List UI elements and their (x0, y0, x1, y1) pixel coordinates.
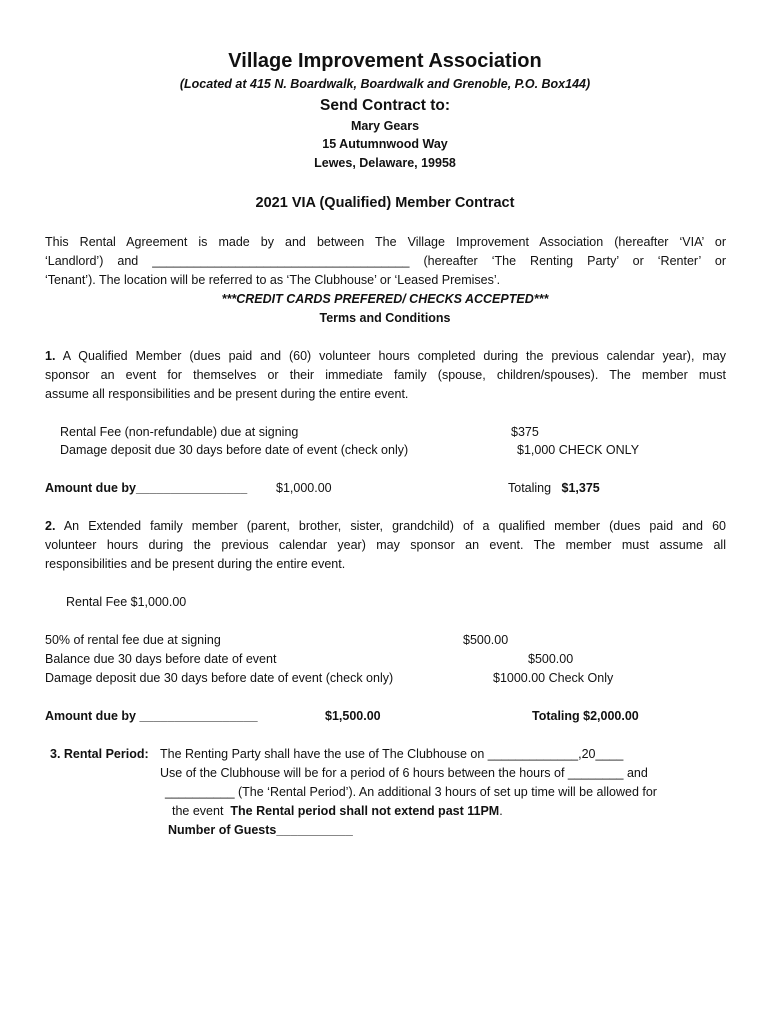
section1-total-value: $1,375 (561, 481, 600, 495)
page-title: Village Improvement Association (228, 50, 542, 72)
section1-line-2: sponsor an event for themselves or their immediate family (spouse, children/spouses). The member must (45, 368, 726, 382)
section2-line-3: responsibilities and be present during the entire event. (45, 557, 346, 571)
section3-line-3: __________ (The ‘Rental Period’). An additional 3 hours of set up time will be allowed for (165, 785, 657, 799)
credit-card-note: ***CREDIT CARDS PREFERED/ CHECKS ACCEPTED*** (221, 292, 549, 306)
section1-number: 1. (45, 349, 56, 363)
section1-fee-label: Rental Fee (non-refundable) due at signing (60, 425, 299, 439)
section2-deposit-label: Damage deposit due 30 days before date of event (check only) (45, 671, 394, 685)
contract-title: 2021 VIA (Qualified) Member Contract (255, 195, 515, 211)
section1-deposit-label: Damage deposit due 30 days before date of event (check only) (60, 443, 409, 457)
section1-amount-value: $1,000.00 (276, 481, 332, 495)
section2-line-2: volunteer hours during the previous calendar year) may sponsor an event. The member must assume all (45, 538, 726, 552)
section2-balance-value: $500.00 (528, 652, 574, 666)
section2-balance-label: Balance due 30 days before date of event (45, 652, 277, 666)
terms-heading: Terms and Conditions (319, 311, 451, 325)
intro-line-1: This Rental Agreement is made by and between The Village Improvement Association (hereafter ‘VIA’ or (45, 235, 726, 249)
section2-rental-fee: Rental Fee $1,000.00 (66, 595, 187, 609)
section1-line-1: 1. A Qualified Member (dues paid and (60) volunteer hours completed during the previous calendar year), may (45, 349, 726, 363)
section2-amount-value: $1,500.00 (325, 709, 381, 723)
send-contract-heading: Send Contract to: (319, 97, 451, 114)
intro-line-2: ‘Landlord’) and _____________________________________ (hereafter ‘The Renting Party’ or ‘Renter’ or (45, 254, 726, 268)
section1-deposit-value: $1,000 CHECK ONLY (517, 443, 640, 457)
section2-number: 2. (45, 519, 56, 533)
section2-signing-label: 50% of rental fee due at signing (45, 633, 221, 647)
section1-fee-value: $375 (511, 425, 539, 439)
section1-amount-label: Amount due by________________ (45, 481, 248, 495)
section3-line-2: Use of the Clubhouse will be for a period of 6 hours between the hours of ________ and (160, 766, 648, 780)
section3-label: 3. Rental Period: (50, 747, 149, 761)
address-city: Lewes, Delaware, 19958 (314, 156, 456, 170)
section1-line-3: assume all responsibilities and be present during the entire event. (45, 387, 409, 401)
address-name: Mary Gears (350, 119, 420, 133)
section2-amount-label: Amount due by _________________ (45, 709, 258, 723)
intro-line-3: ‘Tenant’). The location will be referred to as ‘The Clubhouse’ or ‘Leased Premises’. (45, 273, 501, 287)
section2-totaling: Totaling $2,000.00 (532, 709, 639, 723)
section3-line-4: the event The Rental period shall not extend past 11PM. (172, 804, 503, 818)
section2-deposit-value: $1000.00 Check Only (493, 671, 614, 685)
section1-totaling: Totaling $1,375 (508, 481, 600, 495)
location-subtitle: (Located at 415 N. Boardwalk, Boardwalk and Grenoble, P.O. Box144) (179, 77, 591, 91)
section2-line-1: 2. An Extended family member (parent, brother, sister, grandchild) of a qualified member (dues paid and 60 (45, 519, 726, 533)
number-of-guests-field: Number of Guests___________ (168, 823, 353, 837)
section3-line-1: The Renting Party shall have the use of The Clubhouse on _____________,20____ (160, 747, 624, 761)
address-street: 15 Autumnwood Way (322, 137, 448, 151)
section2-signing-value: $500.00 (463, 633, 509, 647)
